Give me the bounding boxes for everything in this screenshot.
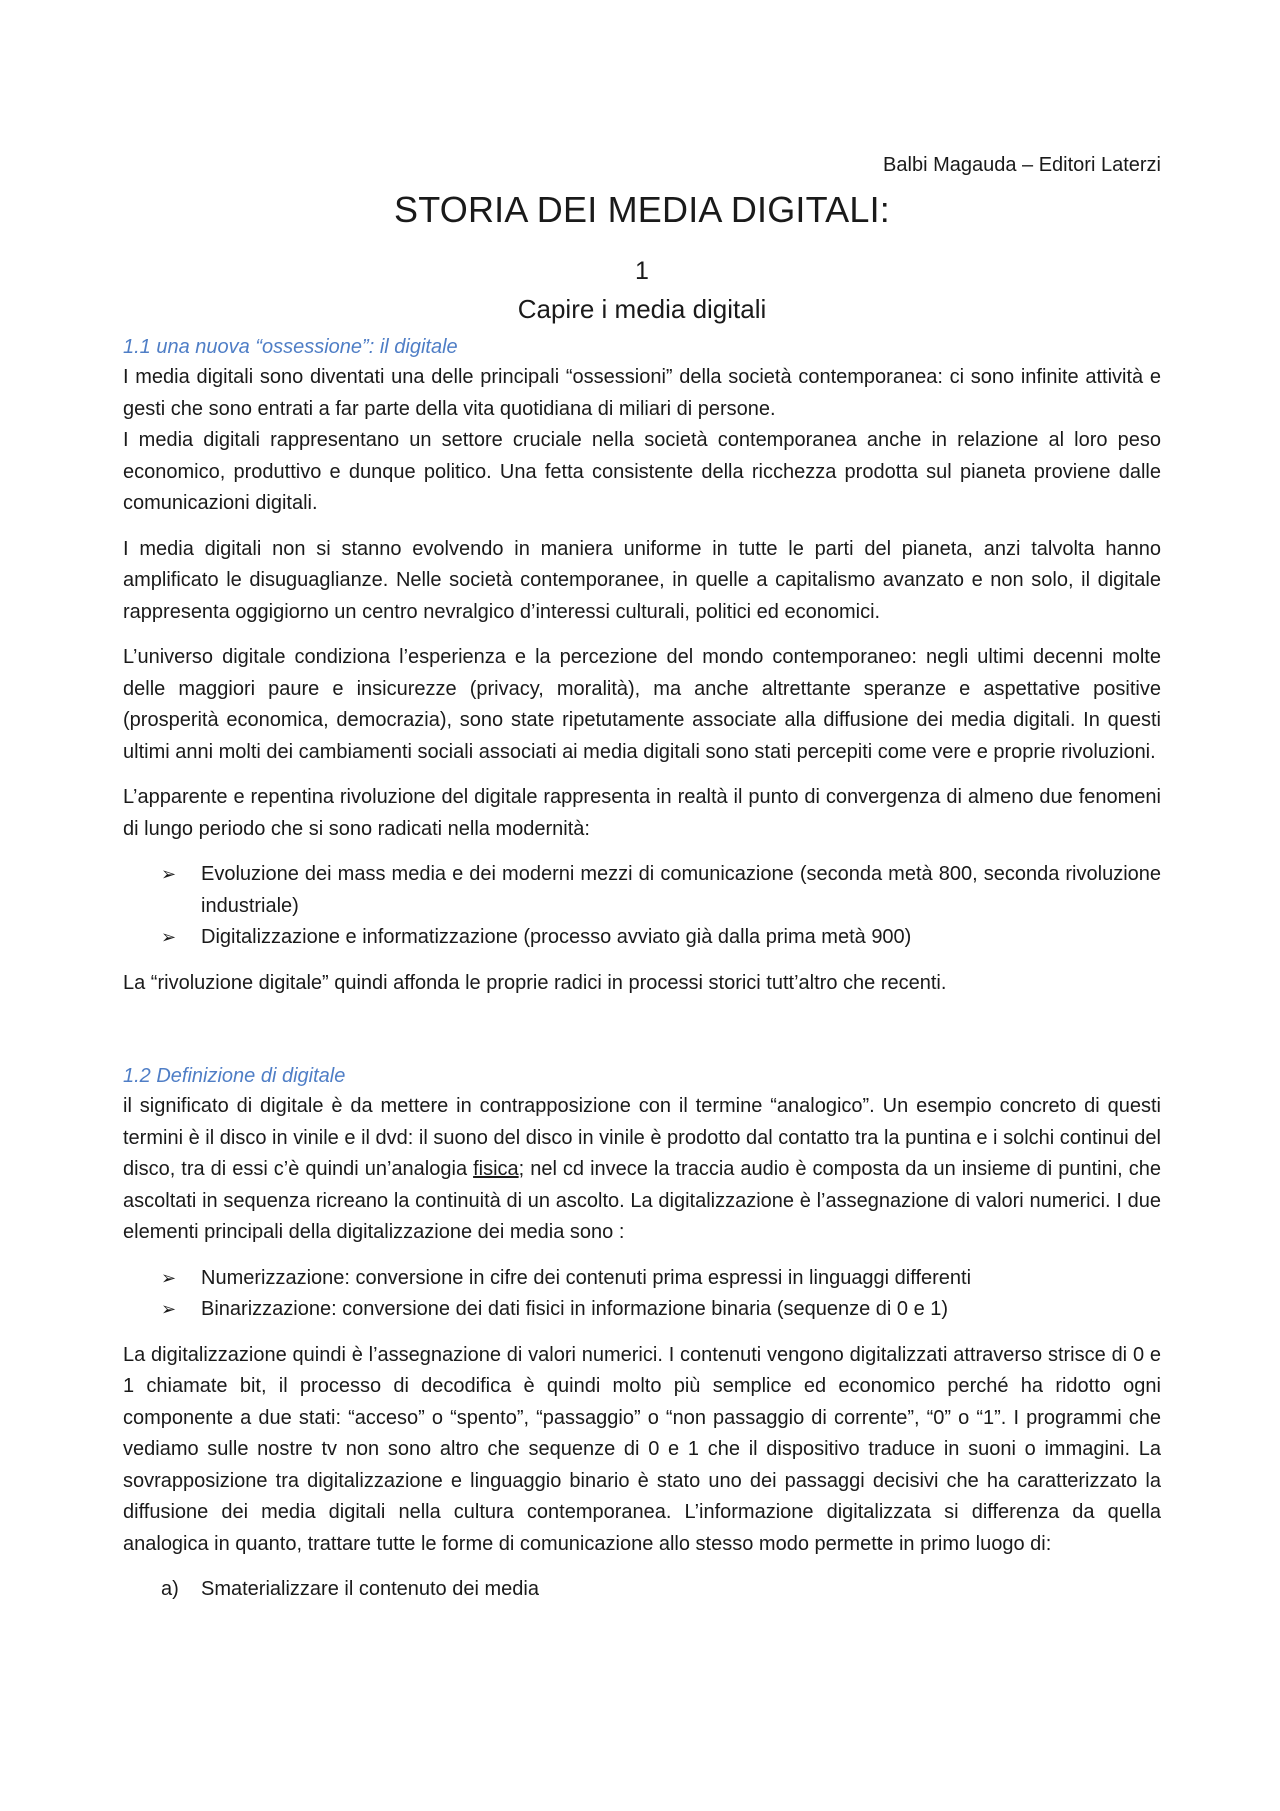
bullet-list bbox=[123, 859, 1161, 954]
list-item bbox=[123, 922, 1161, 954]
paragraph: La digitalizzazione quindi è l’assegnazione di valori numerici. I contenuti vengono digitalizzati attraverso strisce di 0 e 1 chiamate bit, il processo di decodifica è quindi molto più semplice ed economico perché ha ridotto ogni componente a due stati: “acceso” o “spento”, “passaggio” o “non passaggio di corrente”, “0” o “1”. I programmi che vediamo sulle nostre tv non sono altro che sequenze di 0 e 1 che il dispositivo traduce in suoni o immagini. La sovrapposizione tra digitalizzazione e linguaggio binario è stato uno dei passaggi decisivi che ha caratterizzato la diffusione dei media digitali nella cultura contemporanea. L’informazione digitalizzata si differenza da quella analogica in quanto, trattare tutte le forme di comunicazione allo stesso modo permette in primo luogo di: bbox=[123, 1343, 1161, 1555]
arrow-bullet-icon: ➢ bbox=[161, 1299, 177, 1319]
list-item-text: Digitalizzazione e informatizzazione (processo avviato già dalla prima metà 900) bbox=[201, 926, 912, 948]
paragraph: La “rivoluzione digitale” quindi affonda le proprie radici in processi storici tutt’altro che recenti. bbox=[123, 971, 947, 994]
paragraph: L’universo digitale condiziona l’esperienza e la percezione del mondo contemporaneo: negli ultimi decenni molte delle maggiori paure e insicurezze (privacy, moralità), ma anche altrettante speranze e aspettative positive (prosperità economica, democrazia), sono state ripetutamente associate alla diffusione dei media digitali. In questi ultimi anni molti dei cambiamenti sociali associati ai media digitali sono stati percepiti come vere e proprie rivoluzioni. bbox=[123, 646, 1161, 763]
section-spacer bbox=[123, 999, 1161, 1061]
document-title: STORIA DEI MEDIA DIGITALI: bbox=[394, 189, 890, 230]
arrow-bullet-icon: ➢ bbox=[161, 864, 177, 884]
list-marker: a) bbox=[161, 1578, 179, 1600]
list-item-text: Binarizzazione: conversione dei dati fisici in informazione binaria (sequenze di 0 e 1) bbox=[201, 1298, 949, 1320]
paragraph-text: ; nel cd invece la traccia audio è composta da un insieme di puntini, che ascoltati in sequenza ricreano la continuità di un ascolto. La digitalizzazione è l’assegnazione di valori numerici. I due elementi principali della digitalizzazione dei media sono : bbox=[123, 1158, 1161, 1243]
list-item-text: Numerizzazione: conversione in cifre dei contenuti prima espressi in linguaggi differenti bbox=[201, 1266, 972, 1289]
paragraph bbox=[123, 1091, 1161, 1249]
section-heading-1-2: 1.2 Definizione di digitale bbox=[123, 1065, 346, 1087]
section-heading-1-1: 1.1 una nuova “ossessione”: il digitale bbox=[123, 336, 458, 358]
list-item bbox=[123, 1294, 1161, 1326]
list-item bbox=[123, 859, 1161, 922]
list-item bbox=[123, 1574, 1161, 1606]
paragraph-text: il significato di digitale è da mettere in contrapposizione con il termine “analogico”. Un esempio concreto di questi termini è il disco in vinile e il dvd: il suono del disco in vinile è prodotto dal contatto tra la puntina e i solchi continui del disco, tra di essi c’è quindi un’analogia bbox=[123, 1095, 1161, 1180]
paragraph: I media digitali rappresentano un settore cruciale nella società contemporanea anche in relazione al loro peso economico, produttivo e dunque politico. Una fetta consistente della ricchezza prodotta sul pianeta proviene dalle comunicazioni digitali. bbox=[123, 429, 1161, 514]
bullet-list bbox=[123, 1263, 1161, 1326]
paragraph: L’apparente e repentina rivoluzione del digitale rappresenta in realtà il punto di convergenza di almeno due fenomeni di lungo periodo che si sono radicati nella modernità: bbox=[123, 786, 1161, 840]
lettered-list bbox=[123, 1574, 1161, 1606]
list-item-text: Evoluzione dei mass media e dei moderni mezzi di comunicazione (seconda metà 800, seconda rivoluzione industriale) bbox=[201, 863, 1161, 917]
chapter-title: Capire i media digitali bbox=[517, 294, 767, 324]
paragraph: I media digitali sono diventati una delle principali “ossessioni” della società contemporanea: ci sono infinite attività e gesti che sono entrati a far parte della vita quotidiana di miliari di persone. bbox=[123, 366, 1161, 420]
list-item bbox=[123, 1263, 1161, 1295]
chapter-number: 1 bbox=[635, 257, 649, 285]
paragraph: I media digitali non si stanno evolvendo in maniera uniforme in tutte le parti del pianeta, anzi talvolta hanno amplificato le disuguaglianze. Nelle società contemporanee, in quelle a capitalismo avanzato e non solo, il digitale rappresenta oggigiorno un centro nevralgico d’interessi culturali, politici ed economici. bbox=[123, 537, 1161, 623]
page-content bbox=[123, 148, 1161, 1620]
header-author: Balbi Magauda – Editori Laterzi bbox=[883, 154, 1161, 176]
underlined-word: fisica bbox=[473, 1158, 519, 1180]
arrow-bullet-icon: ➢ bbox=[161, 1267, 177, 1288]
list-item-text: Smaterializzare il contenuto dei media bbox=[201, 1578, 539, 1600]
arrow-bullet-icon: ➢ bbox=[161, 927, 177, 947]
